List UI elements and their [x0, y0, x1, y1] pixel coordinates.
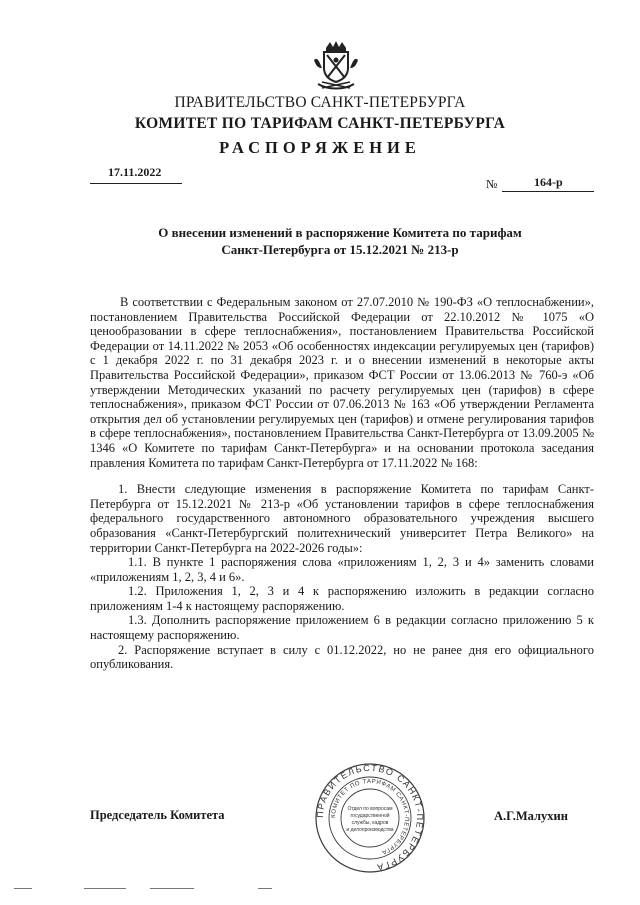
subject-line-1: О внесении изменений в распоряжение Комитета по тарифам [158, 225, 522, 240]
number-underline [502, 191, 594, 192]
paragraph-gap [90, 470, 594, 482]
item-1: 1. Внести следующие изменения в распоряжение Комитета по тарифам Санкт-Петербурга от 15.12.2021 № 213-р «Об установлении тарифов в сфере теплоснабжения федерального государственного автономного образовательного учреждения высшего образования «Санкт-Петербургский политехнический университет Петра Великого» на территории Санкт-Петербурга на 2022-2026 годы»: [90, 482, 594, 555]
date-underline [90, 183, 182, 184]
stamp-center-line-1: Отдел по вопросам [347, 806, 393, 812]
preamble-paragraph: В соответствии с Федеральным законом от 27.07.2010 № 190-ФЗ «О теплоснабжении», постановлением Правительства Российской Федерации от 22.10.2012 № 1075 «О ценообразовании в сфере теплоснабжения», постановлением Правительства Российской Федерации от 14.11.2022 № 2053 «Об особенностях индексации регулируемых цен (тарифов) с 1 декабря 2022 г. по 31 декабря 2023 г. и о внесении изменений в некоторые акты Правительства Российской Федерации», приказом ФСТ России от 13.06.2013 № 760-э «Об утверждении Методических указаний по расчету регулируемых цен (тарифов) в сфере теплоснабжения», приказом ФСТ России от 07.06.2013 № 163 «Об утверждении Регламента открытия дел об установлении регулируемых цен (тарифов) и отмене регулирования тарифов в сфере теплоснабжения», постановлением Правительства Санкт-Петербурга от 13.09.2005 № 1346 «О Комитете по тарифам Санкт-Петербурга» и на основании протокола заседания правления Комитета по тарифам Санкт-Петербурга от 17.11.2022 № 168: [90, 295, 594, 470]
stamp-center-line-2: государственной [350, 813, 390, 819]
item-1-1: 1.1. В пункте 1 распоряжения слова «приложениям 1, 2, 3 и 4» заменить словами «приложениям 1, 2, 3, 4 и 6». [90, 555, 594, 584]
stamp-outer-text: ПРАВИТЕЛЬСТВО САНКТ-ПЕТЕРБУРГА [314, 762, 426, 873]
number-label: № [486, 177, 498, 191]
stamp-inner-text: КОМИТЕТ ПО ТАРИФАМ САНКТ-ПЕТЕРБУРГА [330, 778, 410, 855]
document-date: 17.11.2022 [108, 165, 162, 179]
stamp-center-line-3: службы, кадров [351, 820, 389, 826]
signatory-position: Председатель Комитета [90, 808, 225, 822]
item-1-3: 1.3. Дополнить распоряжение приложением 6 в редакции согласно приложению 5 к настоящему распоряжению. [90, 613, 594, 643]
footer-mark [150, 888, 194, 889]
subject-line-2: Санкт-Петербурга от 15.12.2021 № 213-р [221, 242, 459, 257]
document-body [90, 295, 594, 672]
footer-mark [84, 888, 126, 889]
st-petersburg-coat-of-arms-icon [308, 38, 364, 94]
committee-title: КОМИТЕТ ПО ТАРИФАМ САНКТ-ПЕТЕРБУРГА [134, 115, 506, 132]
document-type: РАСПОРЯЖЕНИЕ [219, 138, 421, 157]
official-seal-stamp [314, 762, 426, 874]
document-subject [90, 224, 590, 258]
government-title: ПРАВИТЕЛЬСТВО САНКТ-ПЕТЕРБУРГА [174, 94, 466, 111]
document-number: 164-р [534, 175, 563, 189]
item-1-2: 1.2. Приложения 1, 2, 3 и 4 к распоряжению изложить в редакции согласно приложениям 1-4 к настоящему распоряжению. [90, 584, 594, 613]
footer-mark [14, 888, 32, 889]
signatory-name: А.Г.Малухин [494, 809, 568, 823]
item-2: 2. Распоряжение вступает в силу с 01.12.2022, но не ранее дня его официального опубликования. [90, 642, 594, 672]
stamp-center-line-4: и делопроизводства [346, 827, 394, 833]
footer-mark [258, 888, 272, 889]
